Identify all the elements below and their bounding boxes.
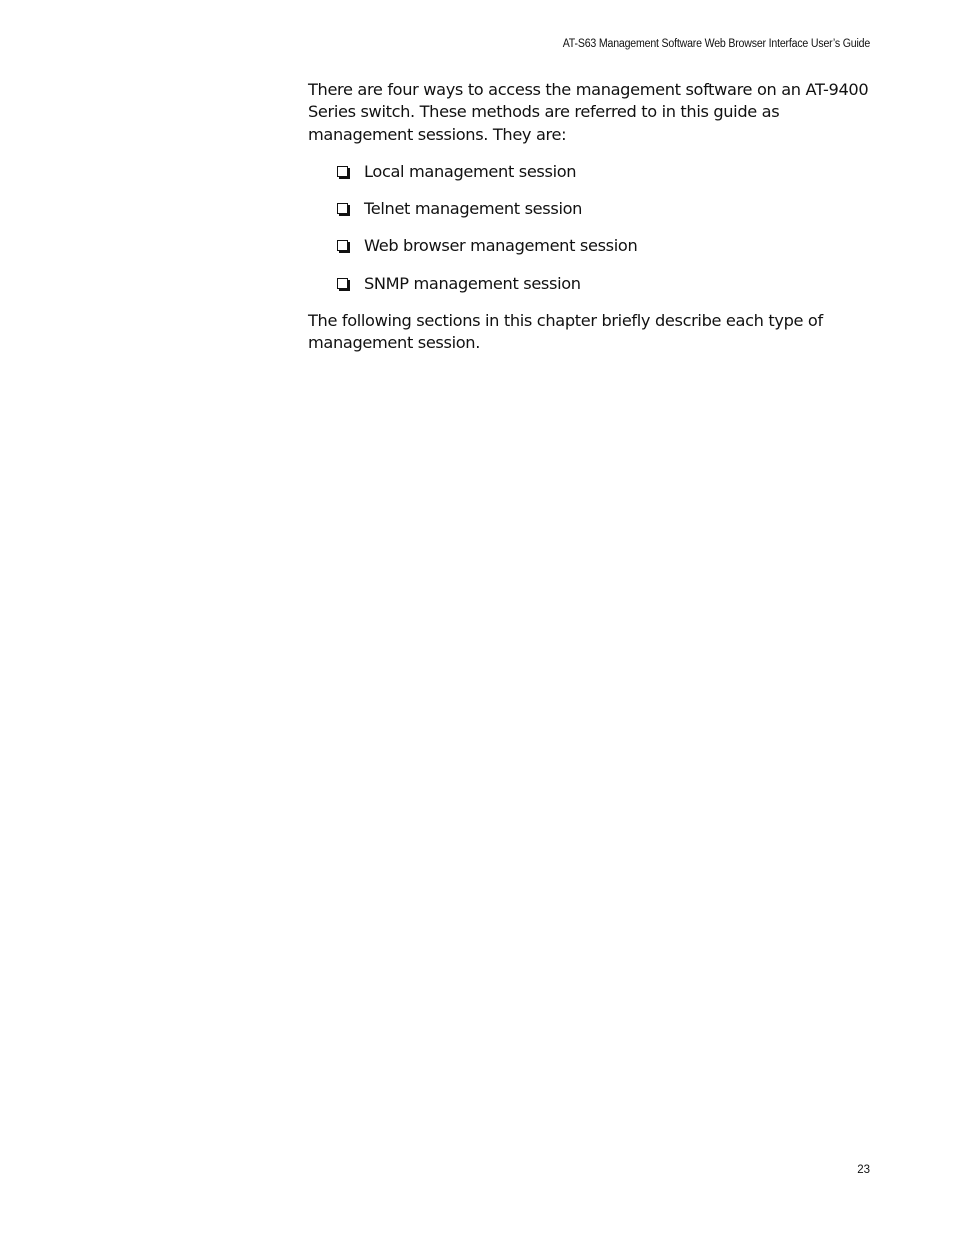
list-item-label: Telnet management session xyxy=(364,199,583,219)
list-item-label: Web browser management session xyxy=(364,236,638,256)
checkbox-square-icon xyxy=(337,240,348,251)
list-item-label: Local management session xyxy=(364,161,577,181)
list-item xyxy=(308,161,878,183)
closing-paragraph: The following sections in this chapter briefly describe each type of management session. xyxy=(308,311,823,353)
list-item-label: SNMP management session xyxy=(364,273,581,293)
page-number: 23 xyxy=(857,1164,870,1176)
checkbox-square-icon xyxy=(337,166,348,177)
checkbox-square-icon xyxy=(337,278,348,289)
list-item xyxy=(308,273,878,295)
management-session-list xyxy=(308,161,878,295)
running-header: AT-S63 Management Software Web Browser Interface User’s Guide xyxy=(562,38,870,50)
list-item xyxy=(308,198,878,220)
main-content xyxy=(308,79,878,355)
list-item xyxy=(308,235,878,257)
checkbox-square-icon xyxy=(337,203,348,214)
intro-paragraph: There are four ways to access the management software on an AT-9400 Series switch. These methods are referred to in this guide as management sessions. They are: xyxy=(308,80,869,144)
